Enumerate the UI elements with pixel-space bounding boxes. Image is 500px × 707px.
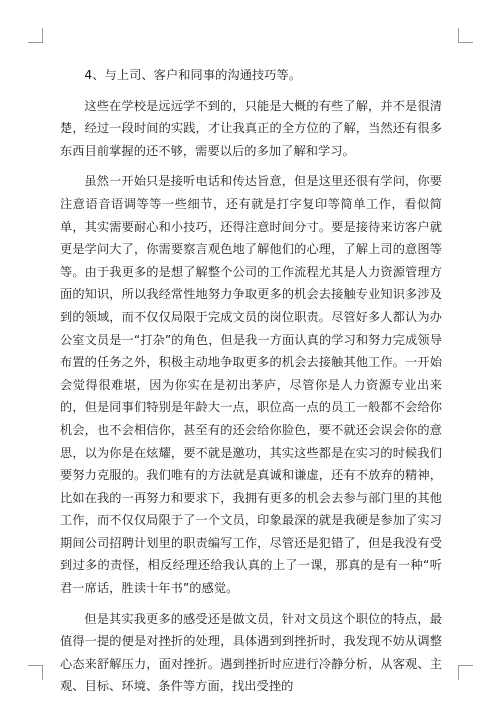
document-body: [60, 64, 442, 706]
paragraph-1: 这些在学校是远远学不到的，只能是大概的有些了解，并不是很清楚，经过一段时间的实践，才让我真正的全方位的了解，当然还有很多东西目前掌握的还不够，需要以后的多加了解和学习。: [60, 98, 442, 158]
crop-mark-top-right: [458, 28, 473, 43]
paragraph-3: 但是其实我更多的感受还是做文员，针对文员这个职位的特点，最值得一提的便是对挫折的处理，具体遇到到挫折时，我发现不妨从调整心态来舒解压力，面对挫折。遇到挫折时应进行冷静分析，从客观、主观、目标、环境、条件等方面，找出受挫的: [60, 611, 442, 694]
crop-mark-bottom-right: [458, 665, 473, 680]
crop-mark-top-left: [28, 28, 43, 43]
paragraph-2: 虽然一开始只是接听电话和传达旨意，但是这里还很有学问，你要注意语音语调等等一些细节，还有就是打字复印等简单工作，看似简单，其实需要耐心和小技巧，还得注意时间分寸。要是接待来访客户就更是学问大了，你需要察言观色地了解他们的心理，了解上司的意图等等。由于我更多的是想了解整个公司的工作流程尤其是人力资源管理方面的知识，所以我经常性地努力争取更多的机会去接触专业知识多涉及到的领域，而不仅仅局限于完成文员的岗位职责。尽管好多人都认为办公室文员是一“打杂”的角色，但是我一方面认真的学习和努力完成领导布置的任务之外，积极主动地争取更多的机会去接触其他工作。一开始会觉得很难堪，因为你实在是初出茅庐，尽管你是人力资源专业出来的，但是同事们特别是年龄大一点，职位高一点的员工一般都不会给你机会，也不会相信你，甚至有的还会给你脸色，要不就还会误会你的意思，以为你是在炫耀，要不就是邀功，其实这些都是在实习的时候我们要努力克服的。我们唯有的方法就是真诚和谦虚，还有不放弃的精神，比如在我的一再努力和要求下，我拥有更多的机会去参与部门里的其他工作，而不仅仅局限于了一个文员，印象最深的就是我硬是参加了实习期间公司招聘计划里的职责编写工作，尽管还是犯错了，但是我没有受到过多的责怪，相反经理还给我认真的上了一课，那真的是有一种“听君一席话，胜读十年书”的感觉。: [60, 174, 442, 596]
crop-mark-bottom-left: [28, 665, 43, 680]
section-heading: 4、与上司、客户和同事的沟通技巧等。: [84, 68, 302, 82]
